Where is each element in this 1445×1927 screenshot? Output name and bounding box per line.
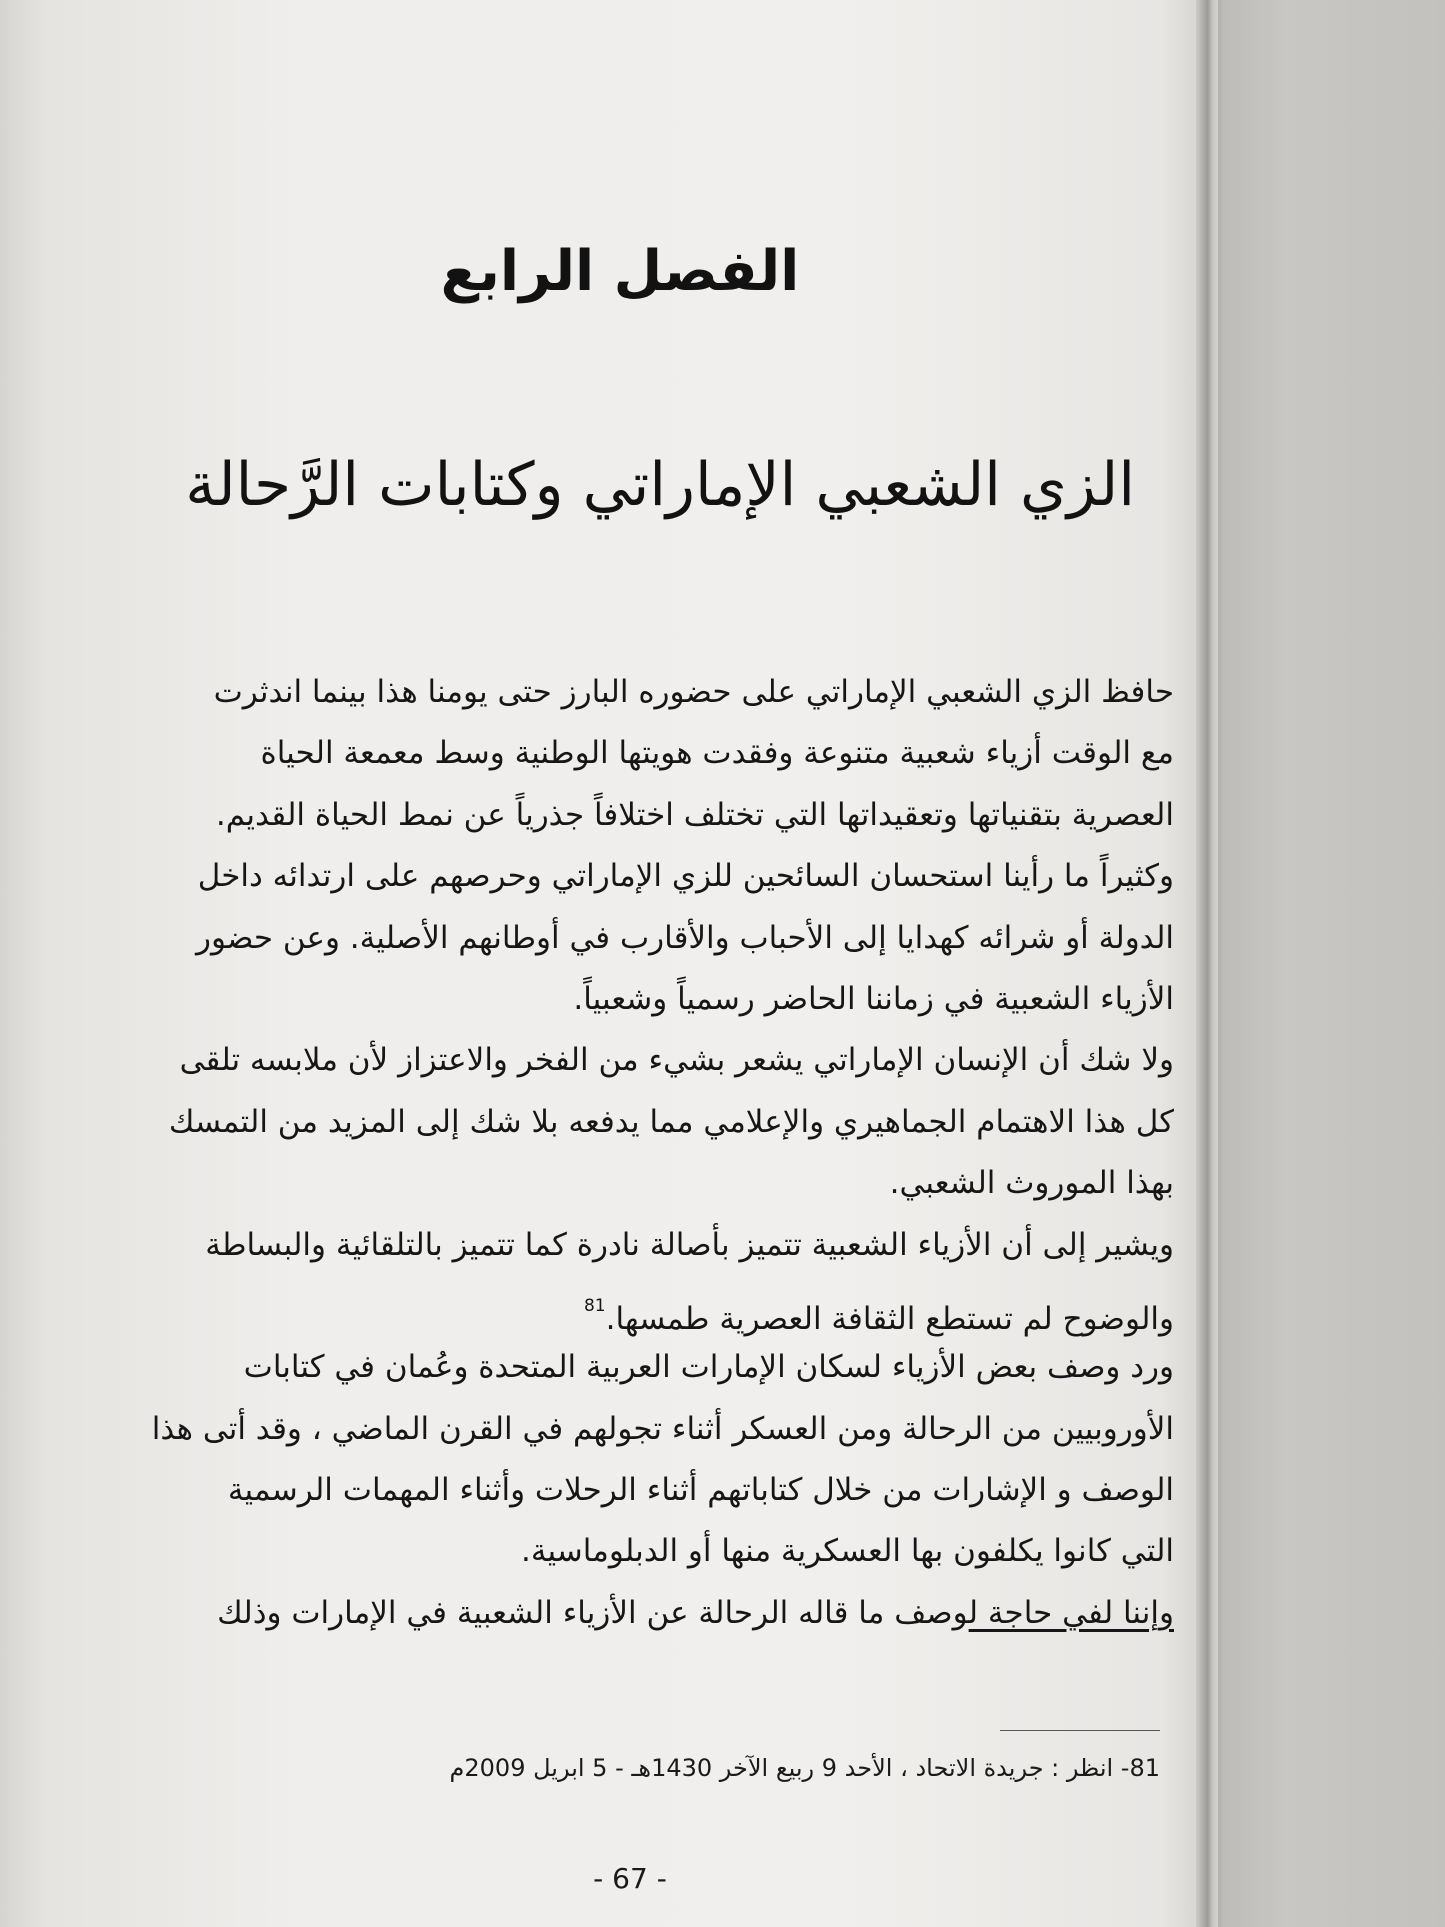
body-line: ورد وصف بعض الأزياء لسكان الإمارات العربية المتحدة وعُمان في كتابات: [243, 1349, 1174, 1386]
body-line: ويشير إلى أن الأزياء الشعبية تتميز بأصالة نادرة كما تتميز بالتلقائية والبساطة: [205, 1226, 1174, 1263]
footnote-line: 81- انظر : جريدة الاتحاد ، الأحد 9 ربيع الآخر 1430هـ - 5 ابريل 2009م: [449, 1754, 1160, 1782]
body-line: وكثيراً ما رأينا استحسان السائحين للزي الإماراتي وحرصهم على ارتدائه داخل: [197, 858, 1174, 895]
footnote-marker: 81: [583, 1295, 606, 1316]
body-line-last: [68, 1583, 1174, 1644]
chapter-title: الزي الشعبي الإماراتي وكتابات الرَّحالة: [185, 450, 1135, 520]
page-number: - 67 -: [593, 1862, 667, 1895]
body-line: الوصف و الإشارات من خلال كتاباتهم أثناء الرحلات وأثناء المهمات الرسمية: [227, 1472, 1174, 1509]
body-line: التي كانوا يكلفون بها العسكرية منها أو الدبلوماسية.: [520, 1533, 1174, 1570]
underlined-phrase: وإننا لفي حاجة ل: [968, 1594, 1174, 1631]
body-line: حافظ الزي الشعبي الإماراتي على حضوره البارز حتى يومنا هذا بينما اندثرت: [213, 674, 1174, 710]
body-line: الأوروبيين من الرحالة ومن العسكر أثناء تجولهم في القرن الماضي ، وقد أتى هذا: [151, 1410, 1174, 1447]
chapter-heading: الفصل الرابع: [440, 239, 800, 304]
body-line: ولا شك أن الإنسان الإماراتي يشعر بشيء من الفخر والاعتزاز لأن ملابسه تلقى: [179, 1042, 1174, 1079]
book-gutter-shadow: [1196, 0, 1224, 1927]
body-line: الدولة أو شرائه كهدايا إلى الأحباب والأقارب في أوطانهم الأصلية. وعن حضور: [195, 919, 1174, 956]
body-line-text: والوضوح لم تستطع الثقافة العصرية طمسها.: [605, 1300, 1174, 1337]
body-line: العصرية بتقنياتها وتعقيداتها التي تختلف اختلافاً جذرياً عن نمط الحياة القديم.: [215, 796, 1174, 833]
footnote-divider: [1000, 1730, 1160, 1731]
body-text: [68, 662, 1174, 1644]
body-line-text: وصف ما قاله الرحالة عن الأزياء الشعبية في الإمارات وذلك: [217, 1594, 969, 1631]
footnote: [200, 1748, 1160, 1788]
body-line: بهذا الموروث الشعبي.: [889, 1165, 1174, 1202]
facing-page-edge: [1218, 0, 1445, 1927]
body-line: الأزياء الشعبية في زماننا الحاضر رسمياً وشعبياً.: [573, 980, 1174, 1017]
body-line-with-footnote: [68, 1276, 1174, 1337]
body-line: كل هذا الاهتمام الجماهيري والإعلامي مما يدفعه بلا شك إلى المزيد من التمسك: [168, 1103, 1174, 1140]
body-line: مع الوقت أزياء شعبية متنوعة وفقدت هويتها الوطنية وسط معمعة الحياة: [260, 735, 1174, 772]
